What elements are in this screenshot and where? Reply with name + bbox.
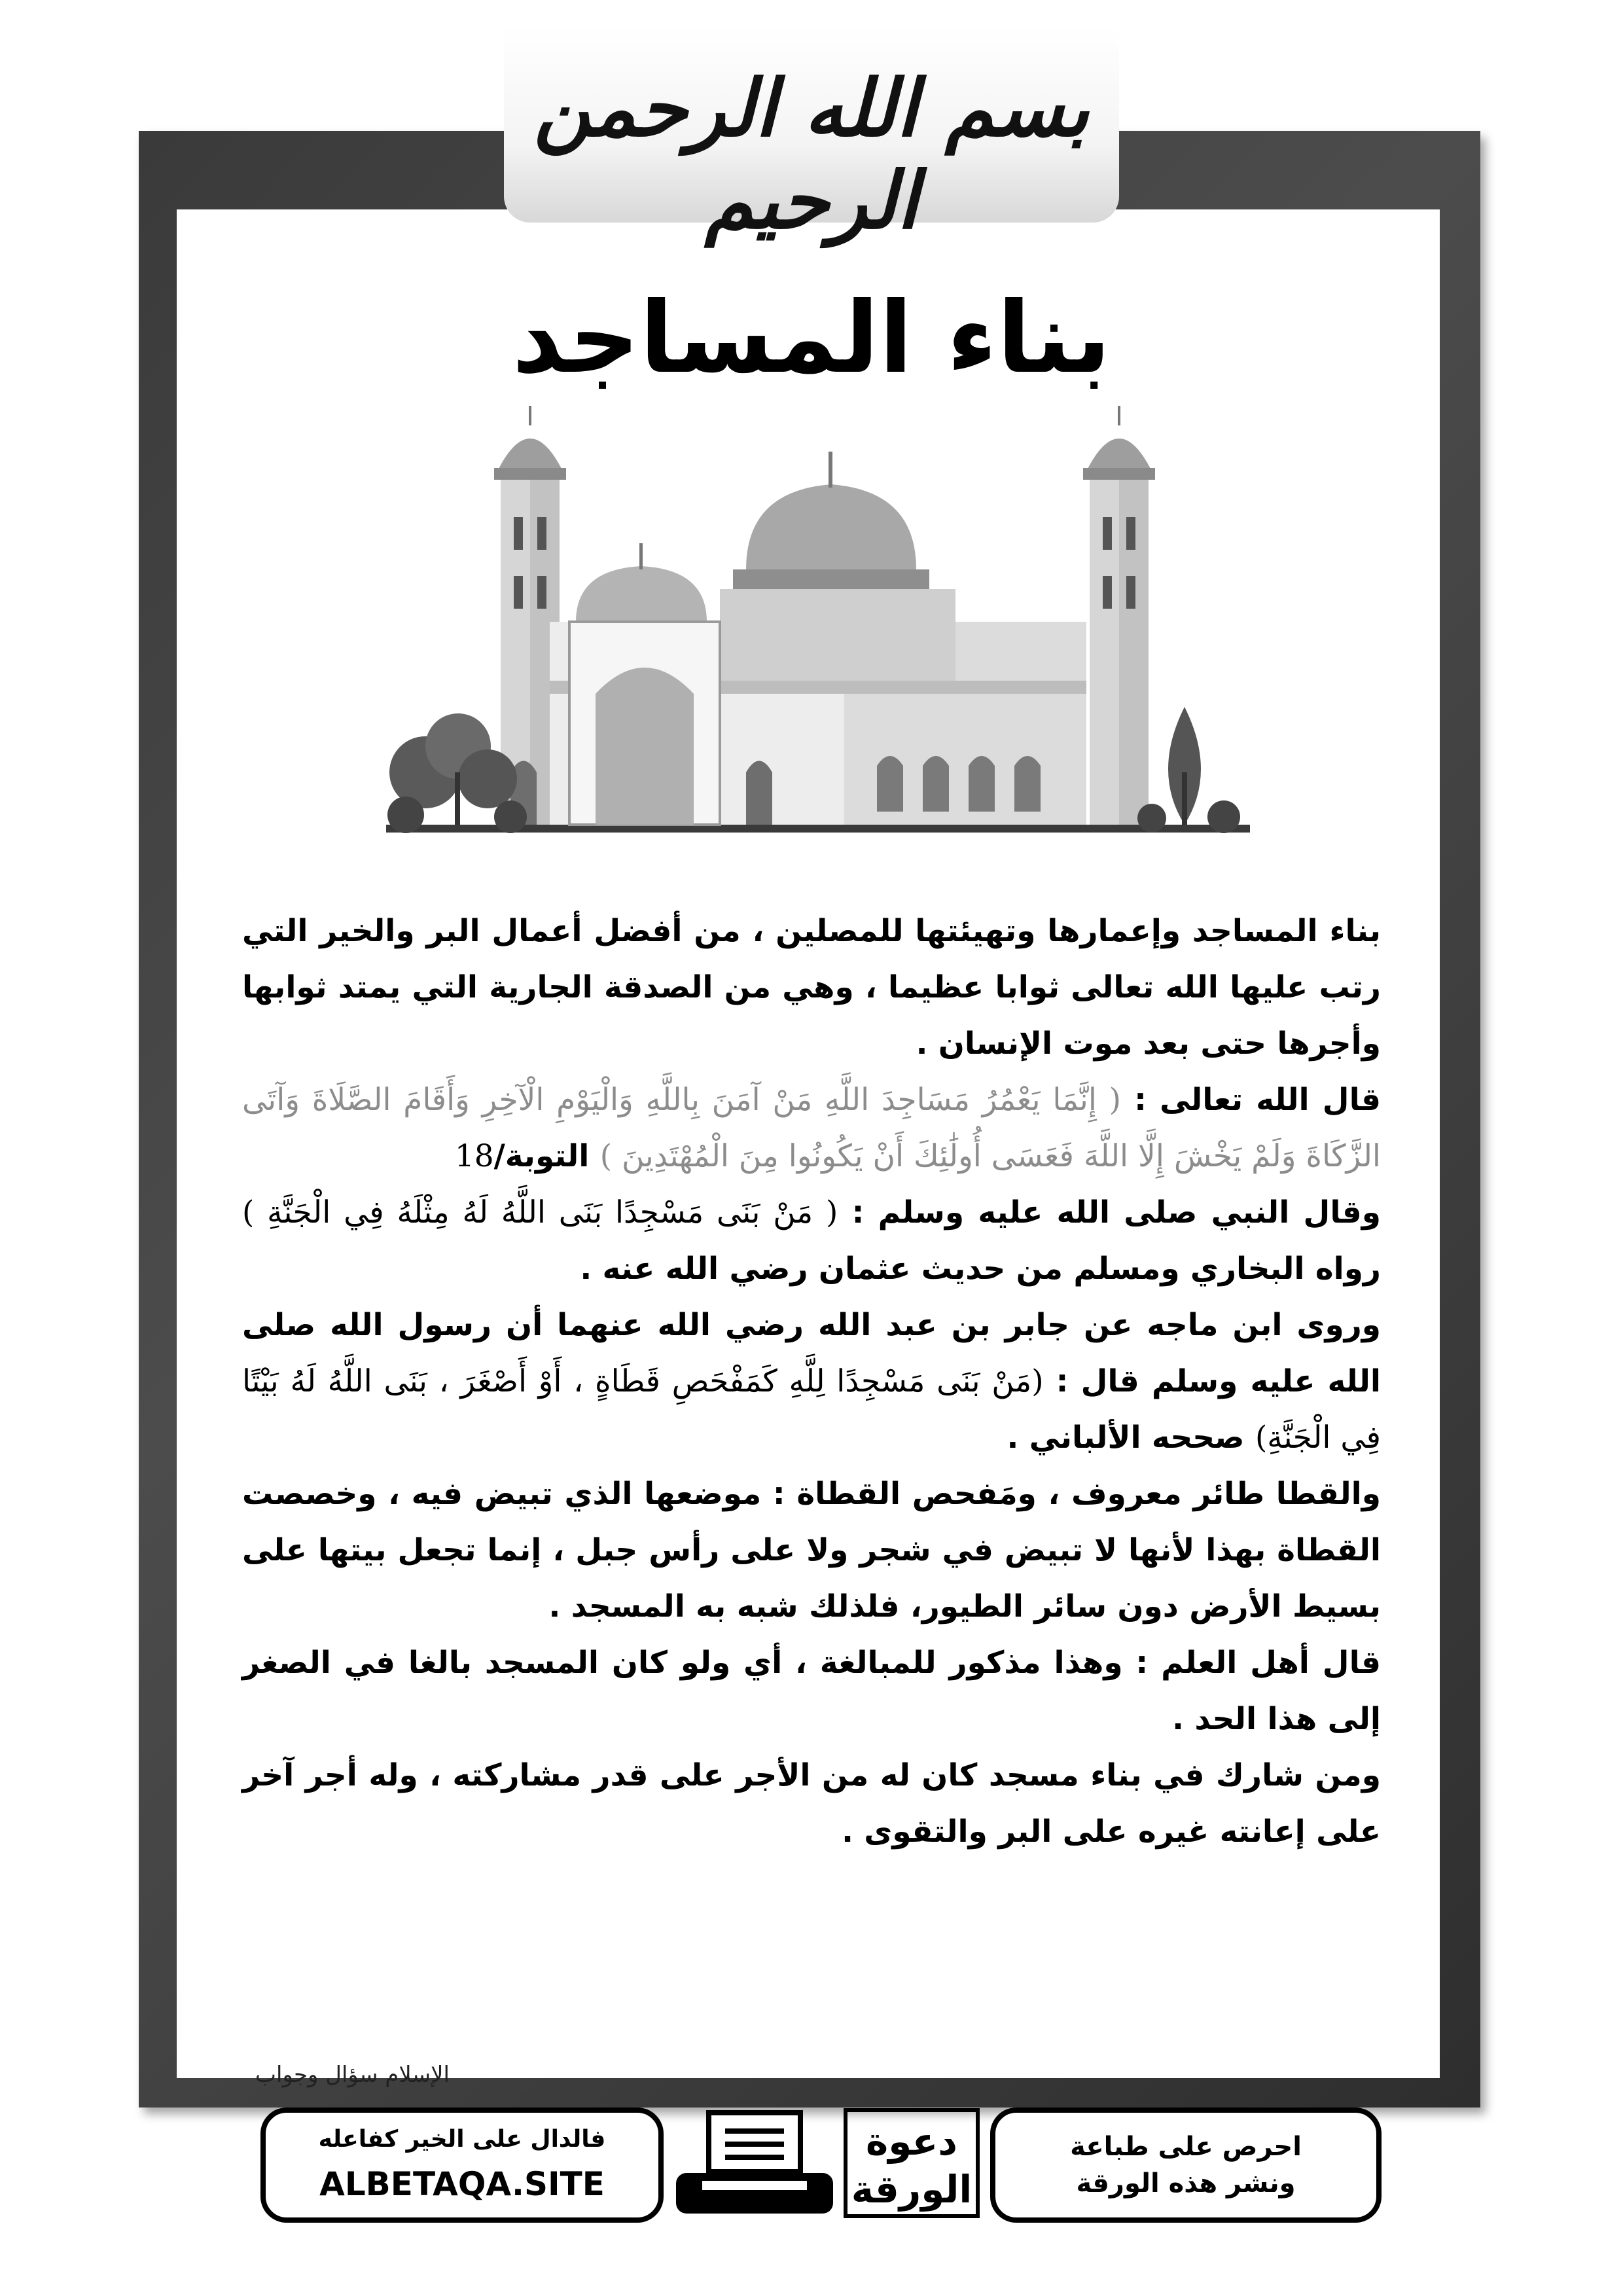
hadith-lead-1: وقال النبي صلى الله عليه وسلم : (851, 1194, 1381, 1230)
scholars-paragraph: قال أهل العلم : وهذا مذكور للمبالغة ، أي ولو كان المسجد بالغا في الصغر إلى هذا الحد . (242, 1645, 1381, 1737)
print-reminder (995, 2128, 1376, 2202)
closing-paragraph: ومن شارك في بناء مسجد كان له من الأجر على قدر مشاركته ، وله أجر آخر على إعانته غيره على البر والتقوى . (242, 1757, 1381, 1850)
page-title: بناء المساجد (512, 281, 1111, 395)
logo-text-top: دعوة (866, 2119, 957, 2164)
hadith-source-2: صححه الألباني . (1007, 1420, 1245, 1456)
hadith-paragraph-1 (242, 1185, 1381, 1297)
print-reminder-line-1: احرص على طباعة (1070, 2132, 1302, 2162)
website-box (260, 2108, 664, 2223)
hadith-source-1: رواه البخاري ومسلم من حديث عثمان رضي الله عنه . (580, 1251, 1381, 1287)
hadith-lead-2: وروى ابن ماجه عن جابر بن عبد الله رضي الله عنهما أن رسول الله صلى الله عليه وسلم قال : (242, 1307, 1381, 1399)
print-reminder-line-2: ونشر هذه الورقة (1076, 2168, 1296, 2198)
website-slogan: فالدال على الخير كفاعله (318, 2126, 606, 2153)
dawat-alwaraqa-logo (843, 2108, 980, 2219)
hadith-paragraph-2 (242, 1297, 1381, 1466)
quran-reference-number: 18 (454, 1138, 494, 1174)
mosque-illustration (380, 406, 1257, 851)
quran-paragraph (242, 1072, 1381, 1185)
explanation-paragraph: والقطا طائر معروف ، ومَفحص القطاة : موضعها الذي تبيض فيه ، وخصصت القطاة بهذا لأنها لا تبيض في شجر ولا على رأس جبل ، إنما تجعل بيتها على بسيط الأرض دون سائر الطيور، فلذلك شبه به المسجد . (242, 1476, 1381, 1624)
basmala-calligraphy: بسم الله الرحمن الرحيم (533, 62, 1090, 247)
source-credit: الإسلام سؤال وجواب (255, 2062, 450, 2088)
logo-text-bottom: الورقة (851, 2167, 972, 2212)
intro-paragraph: بناء المساجد وإعمارها وتهيئتها للمصلين ، من أفضل أعمال البر والخير التي رتب عليها الله تعالى ثوابا عظيما ، وهي من الصدقة الجارية التي يمتد ثوابها وأجرها حتى بعد موت الإنسان . (242, 913, 1381, 1062)
print-reminder-box (990, 2108, 1382, 2223)
printer-icon (669, 2108, 840, 2219)
hadith-text-2: (مَنْ بَنَى مَسْجِدًا لِلَّهِ كَمَفْحَصِ قَطَاةٍ ، أَوْ أَصْغَرَ ، بَنَى اللَّهُ لَهُ بَيْتًا فِي الْجَنَّةِ) (242, 1363, 1381, 1456)
article-body (242, 903, 1381, 1860)
footer-bar (260, 2108, 1381, 2219)
quran-verse: ( إِنَّمَا يَعْمُرُ مَسَاجِدَ اللَّهِ مَنْ آمَنَ بِاللَّهِ وَالْيَوْمِ الْآخِرِ وَأَقَامَ الصَّلَاةَ وَآتَى الزَّكَاةَ وَلَمْ يَخْشَ إِلَّا اللَّهَ فَعَسَى أُولَٰئِكَ أَنْ يَكُونُوا مِنَ الْمُهْتَدِينَ ) (242, 1082, 1381, 1174)
website-link[interactable]: ALBETAQA.SITE (319, 2165, 605, 2203)
quran-reference: التوبة/ (493, 1138, 590, 1174)
hadith-text-1: ( مَنْ بَنَى مَسْجِدًا بَنَى اللَّهُ لَهُ مِثْلَهُ فِي الْجَنَّةِ ) (242, 1194, 838, 1230)
quran-lead: قال الله تعالى : (1134, 1082, 1382, 1118)
